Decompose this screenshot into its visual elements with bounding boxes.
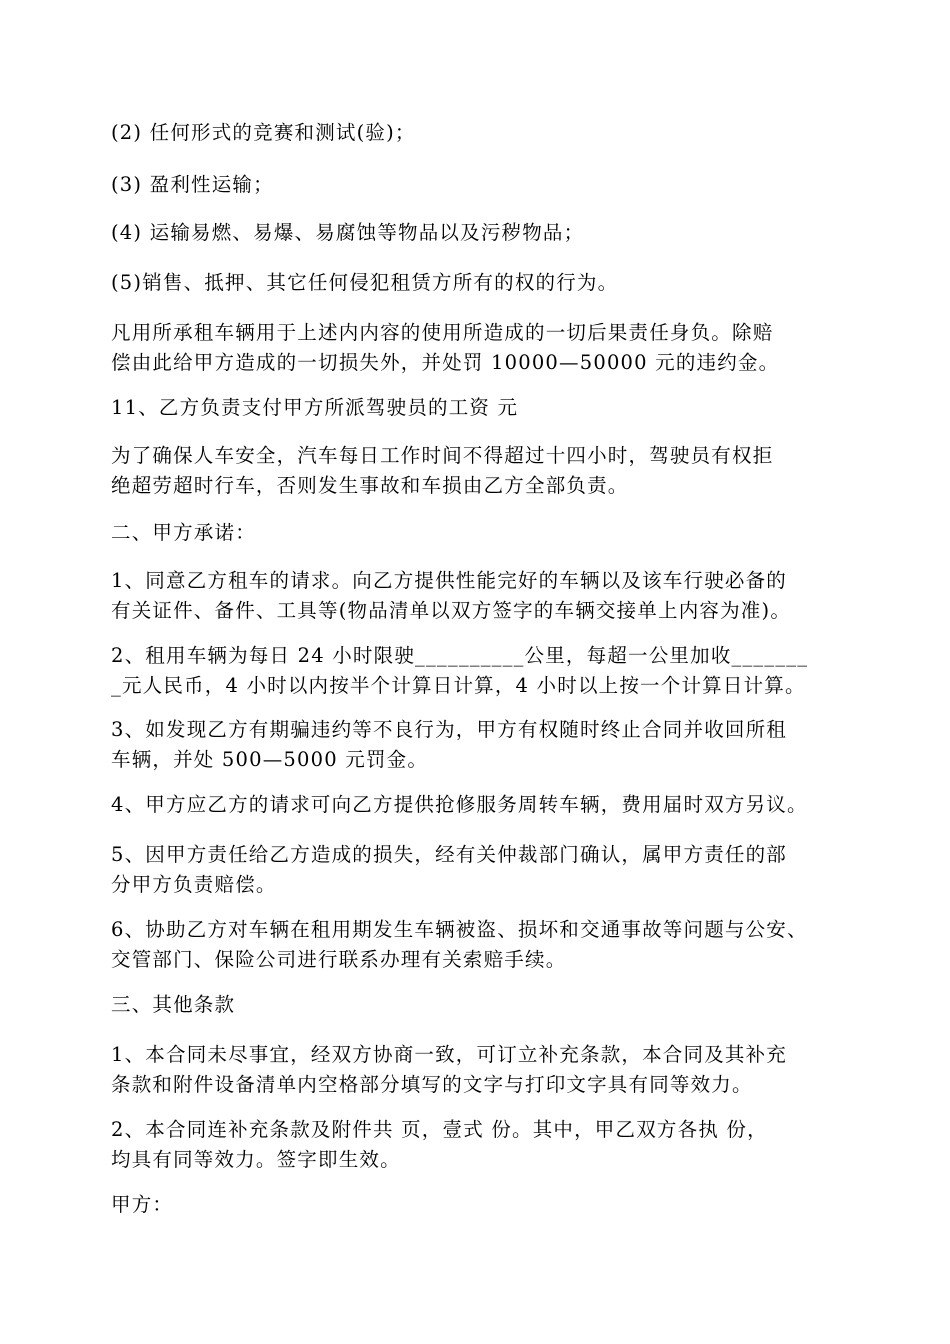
text-line: 4、甲方应乙方的请求可向乙方提供抢修服务周转车辆，费用届时双方另议。 [111,793,808,816]
text-line: 3、如发现乙方有期骗违约等不良行为，甲方有权随时终止合同并收回所租 [111,718,788,741]
liability-paragraph [111,318,846,378]
text-line: 凡用所承租车辆用于上述内内容的使用所造成的一切后果责任身负。除赔 [111,321,774,344]
party-a-signature-label [111,1190,846,1220]
text-line: (4) 运输易燃、易爆、易腐蚀等物品以及污秽物品； [111,221,585,244]
promise-item-1 [111,566,846,626]
promise-item-6 [111,915,846,975]
section-heading-3 [111,990,846,1020]
text-line: _元人民币，4 小时以内按半个计算日计算，4 小时以上按一个计算日计算。 [111,674,806,697]
text-line: 6、协助乙方对车辆在租用期发生车辆被盗、损坏和交通事故等问题与公安、 [111,918,808,941]
clause-11 [111,393,846,423]
text-line: 车辆，并处 500—5000 元罚金。 [111,748,429,771]
text-line: 2、本合同连补充条款及附件共 页，壹式 份。其中，甲乙双方各执 份， [111,1118,768,1141]
text-line: 2、租用车辆为每日 24 小时限驶__________公里，每超一公里加收_______ [111,644,809,667]
text-line: 5、因甲方责任给乙方造成的损失，经有关仲裁部门确认，属甲方责任的部 [111,843,788,866]
other-item-2 [111,1115,846,1175]
clause-item-5 [111,268,846,298]
text-line: 均具有同等效力。签字即生效。 [111,1148,401,1171]
text-line: 为了确保人车安全，汽车每日工作时间不得超过十四小时，驾驶员有权拒 [111,444,774,467]
text-line: 1、本合同未尽事宜，经双方协商一致，可订立补充条款，本合同及其补充 [111,1043,788,1066]
clause-item-4 [111,218,846,248]
text-line: 三、其他条款 [111,993,236,1016]
other-item-1 [111,1040,846,1100]
text-line: (5)销售、抵押、其它任何侵犯租赁方所有的权的行为。 [111,271,619,294]
text-line: 绝超劳超时行车，否则发生事故和车损由乙方全部负责。 [111,474,629,497]
text-line: 有关证件、备件、工具等(物品清单以双方签字的车辆交接单上内容为准)。 [111,599,792,622]
text-line: 甲方： [111,1193,174,1216]
text-line: 分甲方负责赔偿。 [111,873,277,896]
text-line: (2) 任何形式的竞赛和测试(验)； [111,121,416,144]
promise-item-4 [111,790,846,820]
text-line: 二、甲方承诺： [111,521,256,544]
section-heading-2 [111,518,846,548]
clause-item-2 [111,118,846,148]
safety-paragraph [111,441,846,501]
promise-item-5 [111,840,846,900]
clause-item-3 [111,170,846,200]
promise-item-2 [111,641,846,701]
text-line: 条款和附件设备清单内空格部分填写的文字与打印文字具有同等效力。 [111,1073,753,1096]
promise-item-3 [111,715,846,775]
text-line: 11、乙方负责支付甲方所派驾驶员的工资 元 [111,396,519,419]
text-line: 偿由此给甲方造成的一切损失外，并处罚 10000—50000 元的违约金。 [111,351,780,374]
text-line: 1、同意乙方租车的请求。向乙方提供性能完好的车辆以及该车行驶必备的 [111,569,788,592]
text-line: 交管部门、保险公司进行联系办理有关索赔手续。 [111,948,567,971]
text-line: (3) 盈利性运输； [111,173,274,196]
